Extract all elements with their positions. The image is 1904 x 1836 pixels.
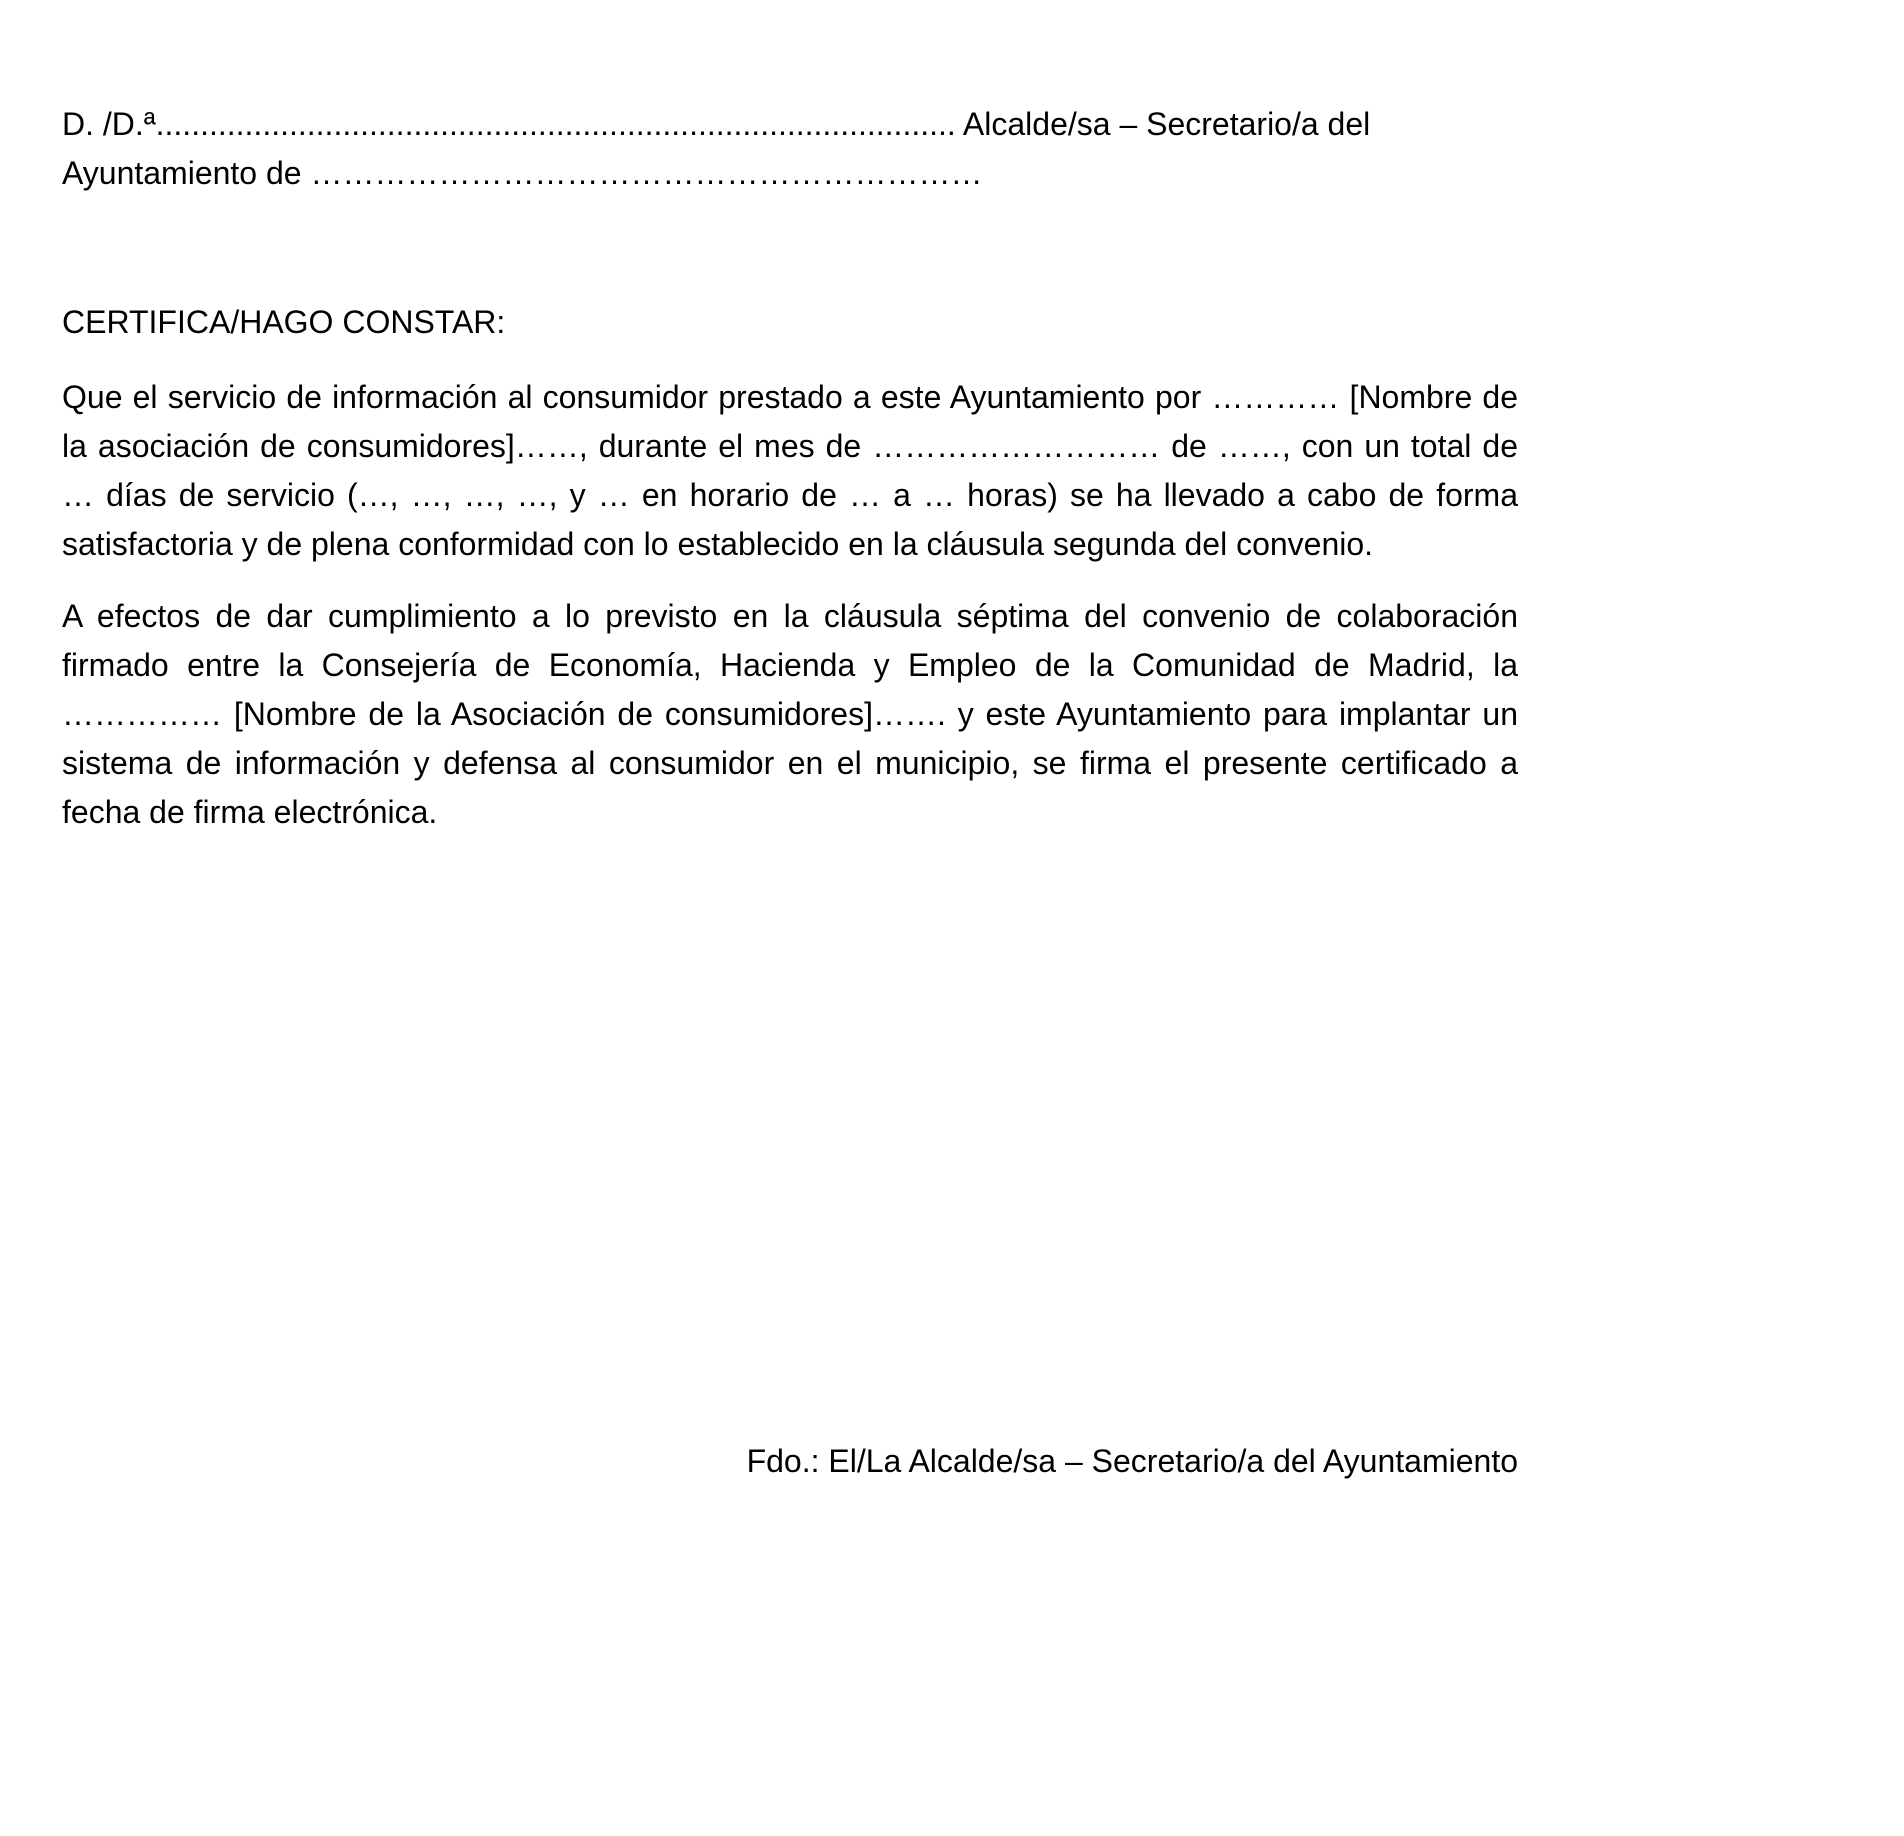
signature-line: Fdo.: El/La Alcalde/sa – Secretario/a del Ayuntamiento [746,1443,1518,1479]
addressee-line1: D. /D.ª.......................................................................................... Alcalde/sa – Secretario/a del [62,106,1371,142]
paragraph-legal-basis: A efectos de dar cumplimiento a lo previsto en la cláusula séptima del convenio de colaboración firmado entre la Consejería de Economía, Hacienda y Empleo de la Comunidad de Madrid, la …………… [Nombre de la Asociación de consumidores]……. y este Ayuntamiento para implantar un sistema de información y defensa al consumidor en el municipio, se firma el presente certificado a fecha de firma electrónica. [62,598,1518,830]
addressee-block [62,100,1518,198]
certifica-heading: CERTIFICA/HAGO CONSTAR: [62,304,506,340]
addressee-line2: Ayuntamiento de ……………………………………………………… [62,155,983,191]
paragraph-service-statement: Que el servicio de información al consumidor prestado a este Ayuntamiento por ………… [Nombre de la asociación de consumidores]……, durante el mes de ……………………… de ……, con un total de … días de servicio (…, …, …, …, y … en horario de … a … horas) se ha llevado a cabo de forma satisfactoria y de plena conformidad con lo establecido en la cláusula segunda del convenio. [62,379,1518,562]
